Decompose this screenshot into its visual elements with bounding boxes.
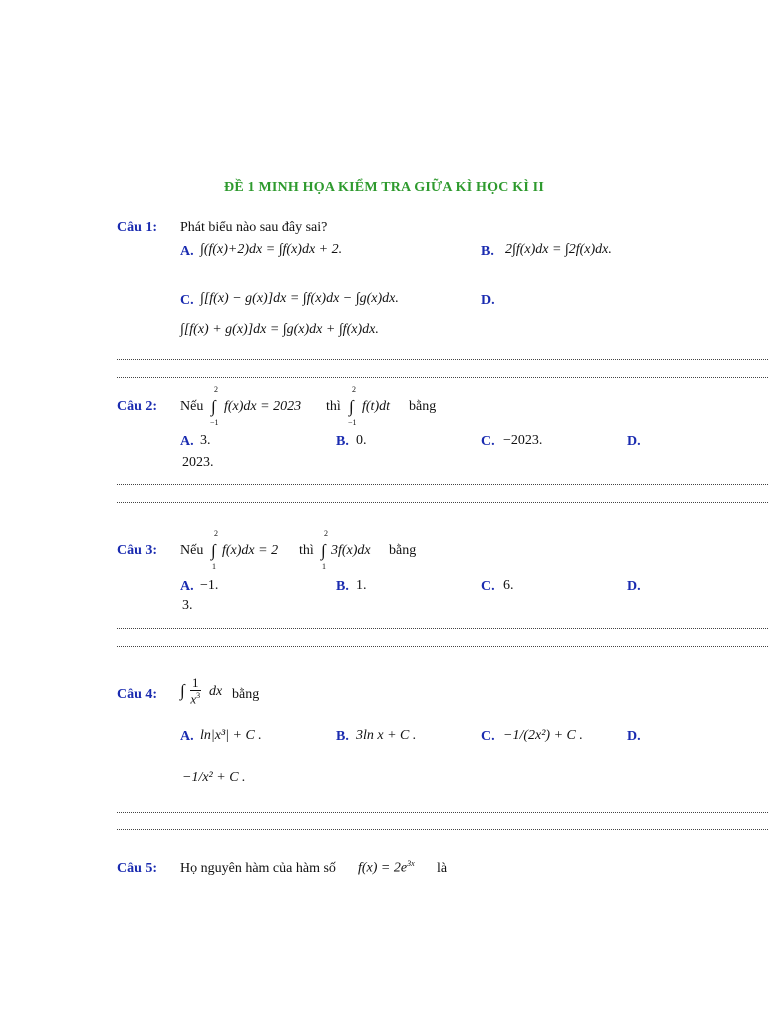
question-3-integral-1	[208, 530, 298, 572]
q2-option-d-label: D.	[627, 434, 641, 449]
fraction-1-over-x-cubed	[190, 676, 201, 707]
q4-option-d-label: D.	[627, 729, 641, 744]
answer-line	[117, 628, 768, 629]
q2-option-a-text: 3.	[200, 433, 211, 448]
q4-option-c-text: −1/(2x²) + C .	[503, 728, 583, 743]
integral-sign-icon: ∫	[211, 397, 216, 416]
q1-option-d-label: D.	[481, 293, 495, 308]
question-4-integral	[180, 676, 230, 712]
q1-option-c-label: C.	[180, 293, 194, 308]
q1-option-c-text: ∫[f(x) − g(x)]dx = ∫f(x)dx − ∫g(x)dx.	[200, 291, 399, 306]
answer-line	[117, 646, 768, 647]
q3-option-a-label: A.	[180, 579, 194, 594]
q3-option-a-text: −1.	[200, 578, 219, 593]
q3-option-b-text: 1.	[356, 578, 367, 593]
differential: dx	[209, 684, 223, 699]
question-2-integral-1	[208, 386, 323, 428]
question-4-prompt-post: bằng	[232, 687, 260, 702]
q1-option-b-label: B.	[481, 244, 494, 259]
q2-option-c-label: C.	[481, 434, 495, 449]
answer-line	[117, 829, 768, 830]
upper-limit: 2	[214, 385, 218, 394]
question-5-prompt: Họ nguyên hàm của hàm số	[180, 861, 336, 876]
lower-limit: 1	[212, 562, 216, 571]
integrand: 3f(x)dx	[331, 543, 371, 558]
answer-line	[117, 484, 768, 485]
question-2-prompt-mid: thì	[326, 399, 341, 414]
q4-option-a-text: ln|x³| + C .	[200, 728, 262, 743]
question-2-prompt-pre: Nếu	[180, 399, 204, 414]
question-3-prompt-mid: thì	[299, 543, 314, 558]
question-1-label: Câu 1:	[117, 220, 158, 235]
integrand: f(x)dx = 2023	[224, 399, 302, 414]
q1-option-b-text: 2∫f(x)dx = ∫2f(x)dx.	[505, 242, 612, 257]
integral-sign-icon: ∫	[349, 397, 354, 416]
question-3-label: Câu 3:	[117, 543, 158, 558]
lower-limit: −1	[210, 418, 219, 427]
question-1-prompt: Phát biểu nào sau đây sai?	[180, 220, 328, 235]
q3-option-c-label: C.	[481, 579, 495, 594]
answer-line	[117, 359, 768, 360]
question-2-label: Câu 2:	[117, 399, 158, 414]
numerator: 1	[192, 675, 199, 690]
q3-option-d-label: D.	[627, 579, 641, 594]
question-5-prompt-post: là	[437, 861, 448, 876]
question-3-prompt-pre: Nếu	[180, 543, 204, 558]
q1-option-a-text: ∫(f(x)+2)dx = ∫f(x)dx + 2.	[200, 242, 343, 257]
integral-sign-icon: ∫	[321, 541, 326, 560]
q4-option-b-label: B.	[336, 729, 349, 744]
question-5-label: Câu 5:	[117, 861, 158, 876]
q3-option-c-text: 6.	[503, 578, 514, 593]
question-2-prompt-post: bằng	[409, 399, 437, 414]
q3-option-b-label: B.	[336, 579, 349, 594]
q4-option-d-text: −1/x² + C .	[182, 770, 246, 785]
answer-line	[117, 502, 768, 503]
upper-limit: 2	[324, 529, 328, 538]
q3-option-d-text: 3.	[182, 598, 193, 613]
q4-option-c-label: C.	[481, 729, 495, 744]
lower-limit: 1	[322, 562, 326, 571]
q1-option-a-label: A.	[180, 244, 194, 259]
question-3-prompt-post: bằng	[389, 543, 417, 558]
q2-option-d-text: 2023.	[182, 455, 214, 470]
integrand: f(t)dt	[362, 399, 390, 414]
q2-option-c-text: −2023.	[503, 433, 543, 448]
upper-limit: 2	[352, 385, 356, 394]
q4-option-a-label: A.	[180, 729, 194, 744]
upper-limit: 2	[214, 529, 218, 538]
q1-option-d-text: ∫[f(x) + g(x)]dx = ∫g(x)dx + ∫f(x)dx.	[180, 322, 379, 337]
q2-option-a-label: A.	[180, 434, 194, 449]
lower-limit: −1	[348, 418, 357, 427]
integral-sign-icon: ∫	[211, 541, 216, 560]
question-3-integral-2	[318, 530, 388, 572]
q2-option-b-label: B.	[336, 434, 349, 449]
question-4-label: Câu 4:	[117, 687, 158, 702]
question-5-function: $f(x) = 2e^{3x}$	[358, 859, 415, 876]
denominator: $x^3$	[190, 691, 201, 707]
answer-line	[117, 377, 768, 378]
page-title: ĐỀ 1 MINH HỌA KIỂM TRA GIỮA KÌ HỌC KÌ II	[224, 180, 544, 195]
integral-sign-icon: ∫	[180, 681, 185, 700]
q2-option-b-text: 0.	[356, 433, 367, 448]
integrand: f(x)dx = 2	[222, 543, 279, 558]
answer-line	[117, 812, 768, 813]
q4-option-b-text: 3ln x + C .	[356, 728, 417, 743]
